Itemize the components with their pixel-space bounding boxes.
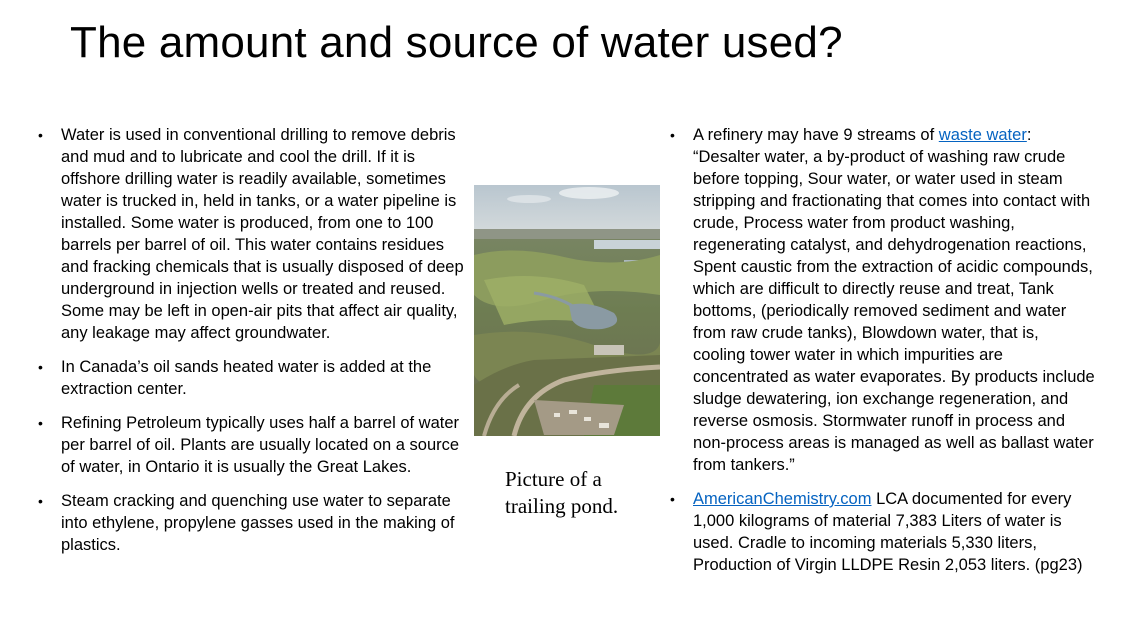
bullet-icon: • (670, 491, 675, 507)
aerial-landscape-image (474, 185, 660, 436)
bullet-icon: • (38, 359, 43, 375)
bullet-icon: • (38, 493, 43, 509)
bullet-item (38, 490, 468, 556)
photo-caption: Picture of a trailing pond. (505, 467, 619, 518)
bullet-text-prefix: A refinery may have 9 streams of (693, 126, 939, 144)
bullet-text: Refining Petroleum typically uses half a barrel of water per barrel of oil. Plants are usually located on a source of water, in Ontario it is usually the Great Lakes. (61, 414, 460, 476)
americanchemistry-link[interactable]: AmericanChemistry.com (693, 490, 872, 508)
bullet-item (38, 124, 468, 344)
bullet-text-suffix: : “Desalter water, a by-product of washing raw crude before topping, Sour water, or water used in steam stripping and fractionating that comes into contact with crude, Process water from product washing, regenerating catalyst, and dehydrogenation reactions, Spent caustic from the extraction of acidic compounds, which are difficult to directly reuse and treat, Tank bottoms, (periodically removed sediment and water from raw crude tanks), Blowdown water, that is, cooling tower water in which impurities are concentrated as water evaporates. By products include sludge dewatering, ion exchange regeneration, and reverse osmosis. Stormwater runoff in process and non-process areas is managed as well as ballast water from tankers.” (693, 126, 1095, 474)
right-bullet-list (670, 124, 1095, 588)
bullet-icon: • (38, 415, 43, 431)
bullet-item (670, 124, 1095, 476)
bullet-icon: • (38, 127, 43, 143)
bullet-text-suffix: LCA documented for every 1,000 kilograms of material 7,383 Liters of water is used. Cradle to incoming materials 5,330 liters, Production of Virgin LLDPE Resin 2,053 liters. (pg23) (693, 490, 1083, 574)
bullet-item (38, 412, 468, 478)
slide-title: The amount and source of water used? (70, 18, 843, 67)
bullet-text (693, 490, 1083, 574)
bullet-item (38, 356, 468, 400)
left-bullet-list (38, 124, 468, 568)
bullet-text: In Canada’s oil sands heated water is added at the extraction center. (61, 358, 432, 398)
bullet-text: Water is used in conventional drilling to remove debris and mud and to lubricate and cool the drill. If it is offshore drilling water is readily available, sometimes water is trucked in, held in tanks, or a water pipeline is installed. Some water is produced, from one to 100 barrels per barrel of oil. This water contains residues and fracking chemicals that is usually disposed of deep underground in injection wells or treated and reused. Some may be left in open-air pits that affect air quality, any leakage may affect groundwater. (61, 126, 464, 342)
bullet-text (693, 126, 1095, 474)
waste-water-link[interactable]: waste water (938, 126, 1027, 144)
bullet-item (670, 488, 1095, 576)
trailing-pond-photo (474, 185, 660, 436)
bullet-icon: • (670, 127, 675, 143)
bullet-text: Steam cracking and quenching use water to separate into ethylene, propylene gasses used in the making of plastics. (61, 492, 455, 554)
